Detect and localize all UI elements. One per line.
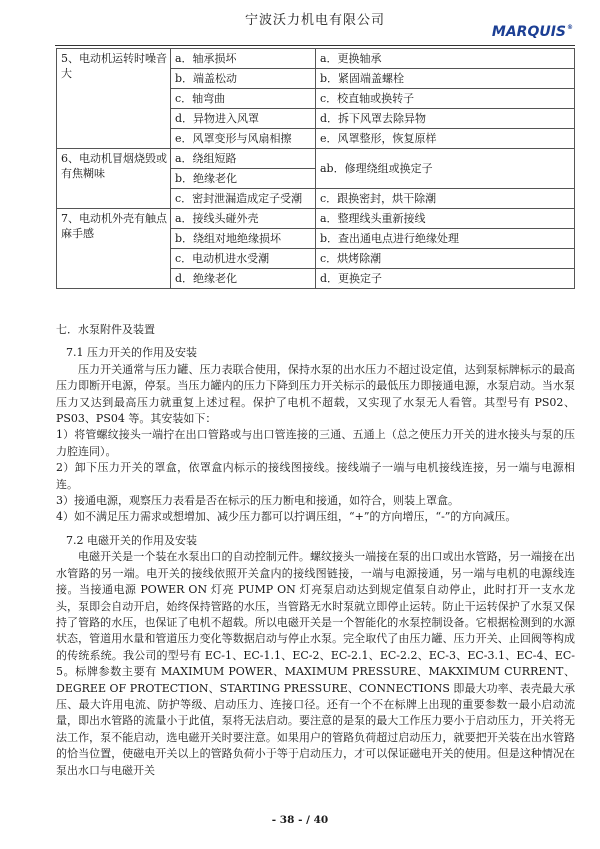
fault-remedy: c．跟换密封，烘干除潮 <box>316 189 575 209</box>
page-header <box>55 0 575 46</box>
company-name: 宁波沃力机电有限公司 <box>244 13 385 28</box>
fault-remedy: b．查出通电点进行绝缘处理 <box>316 229 575 249</box>
fault-remedy: a．更换轴承 <box>316 49 575 69</box>
header-rule <box>55 45 575 46</box>
fault-cause: d．绝缘老化 <box>171 269 316 289</box>
fault-cause: c．电动机进水受潮 <box>171 249 316 269</box>
logo-text: MARQUIS <box>491 24 566 40</box>
spacer <box>56 526 575 533</box>
install-step-1: 1）将管螺纹接头一端拧在出口管路或与出口管连接的三通、五通上（总之使压力开关的进水接头与泵的压力腔连同）。 <box>56 428 575 458</box>
install-step-4: 4）如不满足压力需求或想增加、减少压力都可以拧调压组，“+”的方向增压，“-”的方向减压。 <box>56 510 517 524</box>
logo-registered-mark: ® <box>567 24 573 31</box>
fault-remedy: d．拆下风罩去除异物 <box>316 109 575 129</box>
electronic-switch-body: 电磁开关是一个装在水泵出口的自动控制元件。螺纹接头一端接在泵的出口或出水管路，另一端接在出水管路的另一端。电开关的接线依照开关盒内的接线图链接，一端与电源接通，另一端与电机的电源线连接。当接通电源 POWER ON 灯亮 PUMP ON 灯亮泵启动达到规定值泵自动停止，此时打开一支水龙头，泵即会自动开启，始终保持管路的水压，当管路无水时泵就立即停止运转。防止干运转保护了水泵又保持了管路的水压，也保证了电机不超载。所以电磁开关是一个智能化的水泵控制设备。它根据检测到的水源状态，管道用水量和管道压力变化等数据启动与停止水泵。完全取代了由压力罐、压力开关、止回阀等构成的传统系统。我公司的型号有 EC-1、EC-1.1、EC-2、EC-2.1、EC-2.2、EC-3、EC-3.1、EC-4、EC-5。标牌参数主要有 MAXIMUM POWER、MAXIMUM PRESSURE、MAKXIMUM CURRENT、DEGREE OF PROTECTION、STARTING PRESSURE、CONNECTIONS 即最大功率、表壳最大承压、最大许用电流、防护等级、启动压力、连接口径。还有一个不在标牌上出现的重要参数一最小启动流量，即出水管路的流量小于此值，泵将无法启动。要注意的是泵的最大工作压力要小于启动压力，开关将无法工作，泵不能启动，选电磁开关时要注意。如果用户的管路负荷超过启动压力，就要把开关装在出水管路的恰当位置，使磁电开关以上的管路负荷小于等于启动压力，才可以保证磁电开关的使用。但是这种情况在泵出水口与电磁开关 <box>56 550 575 777</box>
table-row <box>57 49 575 69</box>
install-step-3: 3）接通电源，观察压力表看是否在标示的压力断电和接通，如符合，则装上罩盒。 <box>56 494 459 508</box>
marquis-logo <box>492 24 573 44</box>
page-number: - 38 - / 40 <box>271 814 329 826</box>
fault-remedy: b．紧固端盖螺栓 <box>316 69 575 89</box>
fault-cause: b．绝缘老化 <box>171 169 316 189</box>
fault-cause: d．异物进入风罩 <box>171 109 316 129</box>
fault-remedy: ab．修理绕组或换定子 <box>316 149 575 189</box>
fault-condition: 5、电动机运转时噪音大 <box>57 49 171 149</box>
fault-remedy: d．更换定子 <box>316 269 575 289</box>
fault-cause: c．密封泄漏造成定子受潮 <box>171 189 316 209</box>
install-step-2: 2）卸下压力开关的罩盒，依罩盒内标示的接线图接线。接线端子一端与电机接线连接，另一端与电源相连。 <box>56 461 575 491</box>
fault-cause: a．绕组短路 <box>171 149 316 169</box>
fault-remedy: e．风罩整形，恢复原样 <box>316 129 575 149</box>
fault-cause: a．轴承损坏 <box>171 49 316 69</box>
fault-condition: 7、电动机外壳有触点麻手感 <box>57 209 171 289</box>
fault-remedy: c．烘烤除潮 <box>316 249 575 269</box>
fault-cause: b．端盖松动 <box>171 69 316 89</box>
document-body <box>56 322 575 779</box>
fault-condition: 6、电动机冒烟烧毁或有焦糊味 <box>57 149 171 209</box>
fault-remedy: c．校直轴或换转子 <box>316 89 575 109</box>
fault-remedy: a．整理线头重新接线 <box>316 209 575 229</box>
fault-cause: c．轴弯曲 <box>171 89 316 109</box>
fault-cause: e．风罩变形与风扇相擦 <box>171 129 316 149</box>
fault-cause: a．接线头碰外壳 <box>171 209 316 229</box>
table-row <box>57 209 575 229</box>
subsection-title-7-1: 7.1 压力开关的作用及安装 <box>66 346 197 360</box>
subsection-title-7-2: 7.2 电磁开关的作用及安装 <box>66 533 197 547</box>
fault-table <box>56 48 575 289</box>
table-row <box>57 149 575 169</box>
pressure-switch-intro: 压力开关通常与压力罐、压力表联合使用，保持水泵的出水压力不超过设定值，达到泵标牌标示的最高压力即断开电源，停泵。当压力罐内的压力下降到压力开关标示的最低压力即接通电源，水泵启动。当水泵压力又达到最高压力就重复上述过程。保护了电机不超载，又实现了水泵无人看管。其型号有 PS02、PS03、PS04 等。其安装如下： <box>56 362 575 426</box>
fault-cause: b．绕组对地绝缘损坏 <box>171 229 316 249</box>
section-title: 七．水泵附件及装置 <box>56 323 155 336</box>
